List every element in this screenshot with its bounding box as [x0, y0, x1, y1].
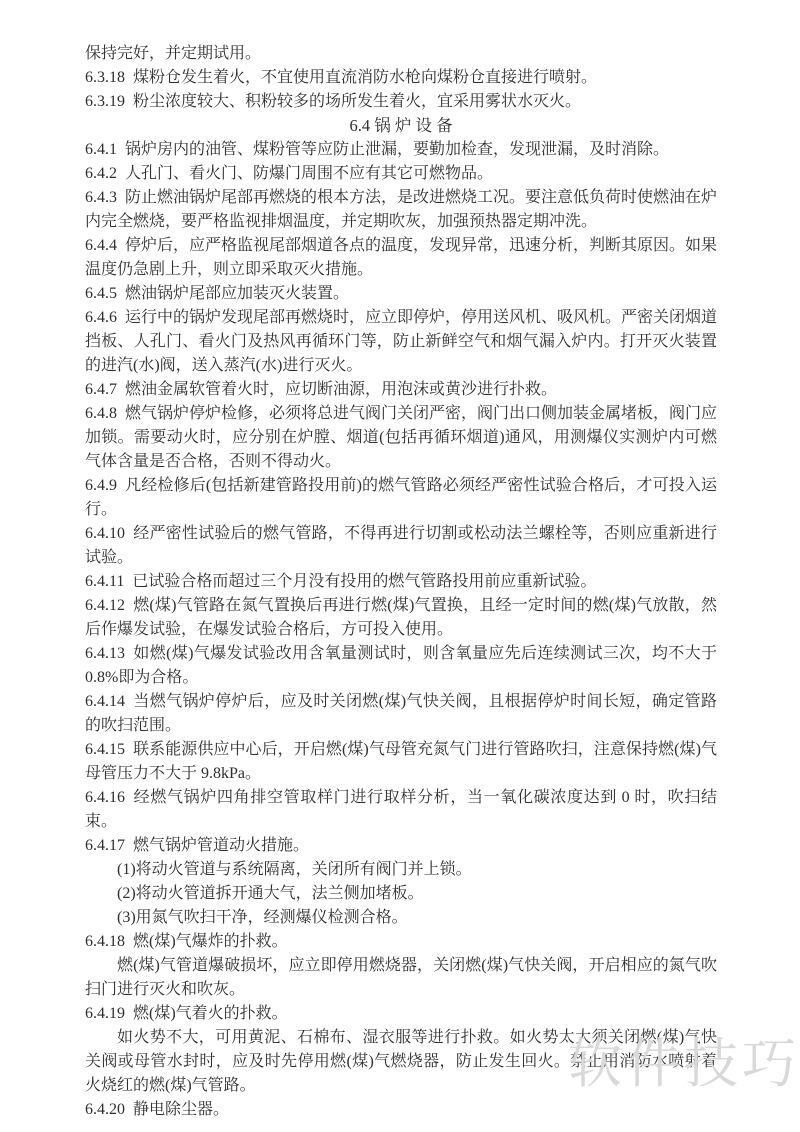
- clause-6-4-13: [85, 642, 717, 690]
- clause-text: 粉尘浓度较大、积粉较多的场所发生着火，宜采用雾状水灭火。: [133, 93, 582, 110]
- clause-number: 6.4.9: [85, 477, 117, 494]
- clause-6-4-2: [85, 162, 717, 186]
- clause-text: 煤粉仓发生着火，不宜使用直流消防水枪向煤粉仓直接进行喷射。: [133, 69, 598, 86]
- sub-step-2: (2)将动火管道拆开通大气，法兰侧加堵板。: [117, 885, 424, 902]
- clause-text: 凡经检修后(包括新建管路投用前)的燃气管路必须经严密性试验合格后，才可投入运行。: [85, 477, 717, 518]
- clause-6-4-7: [85, 378, 717, 402]
- clause-text: 锅炉房内的油管、煤粉管等应防止泄漏，要勤加检查，发现泄漏，及时消除。: [125, 141, 670, 158]
- clause-6-4-9: [85, 474, 717, 522]
- clause-text: 燃(煤)气爆炸的扑救。: [133, 933, 288, 950]
- clause-6-4-5: [85, 282, 717, 306]
- clause-number: 6.4.2: [85, 165, 117, 182]
- clause-6-4-4: [85, 234, 717, 282]
- clause-number: 6.4.17: [85, 837, 125, 854]
- clause-6-4-18-body: 燃(煤)气管道爆破损坏，应立即停用燃烧器，关闭燃(煤)气快关阀，开启相应的氮气吹扫门进行灭火和吹灰。: [85, 957, 717, 998]
- clause-number: 6.4.16: [85, 789, 125, 806]
- clause-6-4-20: [85, 1098, 717, 1122]
- clause-6-3-19: [85, 90, 717, 114]
- clause-text: 防止燃油锅炉尾部再燃烧的根本方法，是改进燃烧工况。要注意低负荷时使燃油在炉内完全燃烧，要严格监视排烟温度，并定期吹灰，加强预热器定期冲洗。: [85, 189, 718, 230]
- clause-number: 6.4.6: [85, 309, 117, 326]
- clause-6-4-15: [85, 738, 717, 786]
- clause-text: 经严密性试验后的燃气管路，不得再进行切割或松动法兰螺栓等，否则应重新进行试验。: [85, 525, 717, 566]
- clause-number: 6.3.18: [85, 69, 125, 86]
- clause-number: 6.4.10: [85, 525, 125, 542]
- clause-number: 6.4.13: [85, 645, 125, 662]
- clause-text: 燃气锅炉停炉检修，必须将总进气阀门关闭严密，阀门出口侧加装金属堵板，阀门应加锁。需要动火时，应分别在炉膛、烟道(包括再循环烟道)通风，用测爆仪实测炉内可燃气体含量是否合格，否则不得动火。: [85, 405, 718, 470]
- clause-6-4-1: [85, 138, 717, 162]
- clause-number: 6.4.12: [85, 597, 125, 614]
- clause-6-4-8: [85, 402, 717, 474]
- clause-text: 人孔门、看火门、防爆门周围不应有其它可燃物品。: [125, 165, 494, 182]
- clause-text: 静电除尘器。: [133, 1101, 230, 1118]
- clause-number: 6.4.4: [85, 237, 117, 254]
- clause-number: 6.4.7: [85, 381, 117, 398]
- document-page: [85, 42, 717, 1122]
- clause-text: 当燃气锅炉停炉后，应及时关闭燃(煤)气快关阀，且根据停炉时间长短，确定管路的吹扫范围。: [85, 693, 717, 734]
- clause-number: 6.4.15: [85, 741, 125, 758]
- clause-6-4-14: [85, 690, 717, 738]
- clause-number: 6.4.18: [85, 933, 125, 950]
- clause-number: 6.4.1: [85, 141, 117, 158]
- clause-6-4-16: [85, 786, 717, 834]
- clause-text: 燃气锅炉管道动火措施。: [133, 837, 310, 854]
- clause-number: 6.4.3: [85, 189, 117, 206]
- clause-6-4-19: [85, 1002, 717, 1026]
- clause-text: 停炉后，应严格监视尾部烟道各点的温度，发现异常，迅速分析，判断其原因。如果温度仍急剧上升，则立即采取灭火措施。: [85, 237, 718, 278]
- clause-text: 燃油金属软管着火时，应切断油源，用泡沫或黄沙进行扑救。: [125, 381, 558, 398]
- clause-number: 6.4.8: [85, 405, 117, 422]
- clause-number: 6.3.19: [85, 93, 125, 110]
- watermark-text: 软件技巧: [568, 1032, 800, 1095]
- clause-number: 6.4.19: [85, 1005, 125, 1022]
- clause-6-4-10: [85, 522, 717, 570]
- clause-text: 经燃气锅炉四角排空管取样门进行取样分析，当一氧化碳浓度达到 0 时，吹扫结束。: [85, 789, 717, 830]
- clause-text: 联系能源供应中心后，开启燃(煤)气母管充氮气门进行管路吹扫，注意保持燃(煤)气母管压力不大于 9.8kPa。: [85, 741, 717, 782]
- clause-number: 6.4.20: [85, 1101, 125, 1118]
- clause-text: 已试验合格而超过三个月没有投用的燃气管路投用前应重新试验。: [132, 573, 597, 590]
- clause-text: 运行中的锅炉发现尾部再燃烧时，应立即停炉，停用送风机、吸风机。严密关闭烟道挡板、人孔门、看火门及热风再循环门等，防止新鲜空气和烟气漏入炉内。打开灭火装置的进汽(水)阀，送入蒸汽(水)进行灭火。: [85, 309, 718, 374]
- clause-6-4-6: [85, 306, 717, 378]
- clause-text: 如燃(煤)气爆发试验改用含氧量测试时，则含氧量应先后连续测试三次，均不大于0.8%即为合格。: [85, 645, 717, 686]
- clause-6-4-12: [85, 594, 717, 642]
- clause-number: 6.4.5: [85, 285, 117, 302]
- clause-number: 6.4.14: [85, 693, 125, 710]
- clause-number: 6.4.11: [85, 573, 125, 590]
- clause-text: 燃(煤)气管路在氮气置换后再进行燃(煤)气置换，且经一定时间的燃(煤)气放散，然后作爆发试验，在爆发试验合格后，方可投入使用。: [85, 597, 717, 638]
- clause-text: 燃(煤)气着火的扑救。: [133, 1005, 288, 1022]
- clause-text: 燃油锅炉尾部应加装灭火装置。: [125, 285, 350, 302]
- clause-6-4-18: [85, 930, 717, 954]
- clause-6-4-11: [85, 570, 717, 594]
- clause-6-4-3: [85, 186, 717, 234]
- clause-6-4-17: [85, 834, 717, 858]
- section-heading: 6.4 锅 炉 设 备: [349, 116, 453, 135]
- sub-step-1: (1)将动火管道与系统隔离，关闭所有阀门并上锁。: [117, 861, 472, 878]
- clause-text: 保持完好，并定期试用。: [85, 45, 262, 62]
- clause-6-4-19-body: 如火势不大，可用黄泥、石棉布、湿衣服等进行扑救。如火势太大须关闭燃(煤)气快关阀或母管水封时，应及时先停用燃(煤)气燃烧器，防止发生回火。禁止用消防水喷射着火烧红的燃(煤)气管路。: [85, 1029, 717, 1094]
- continuation-line: [85, 42, 717, 66]
- sub-step-3: (3)用氮气吹扫干净，经测爆仪检测合格。: [117, 909, 408, 926]
- clause-6-3-18: [85, 66, 717, 90]
